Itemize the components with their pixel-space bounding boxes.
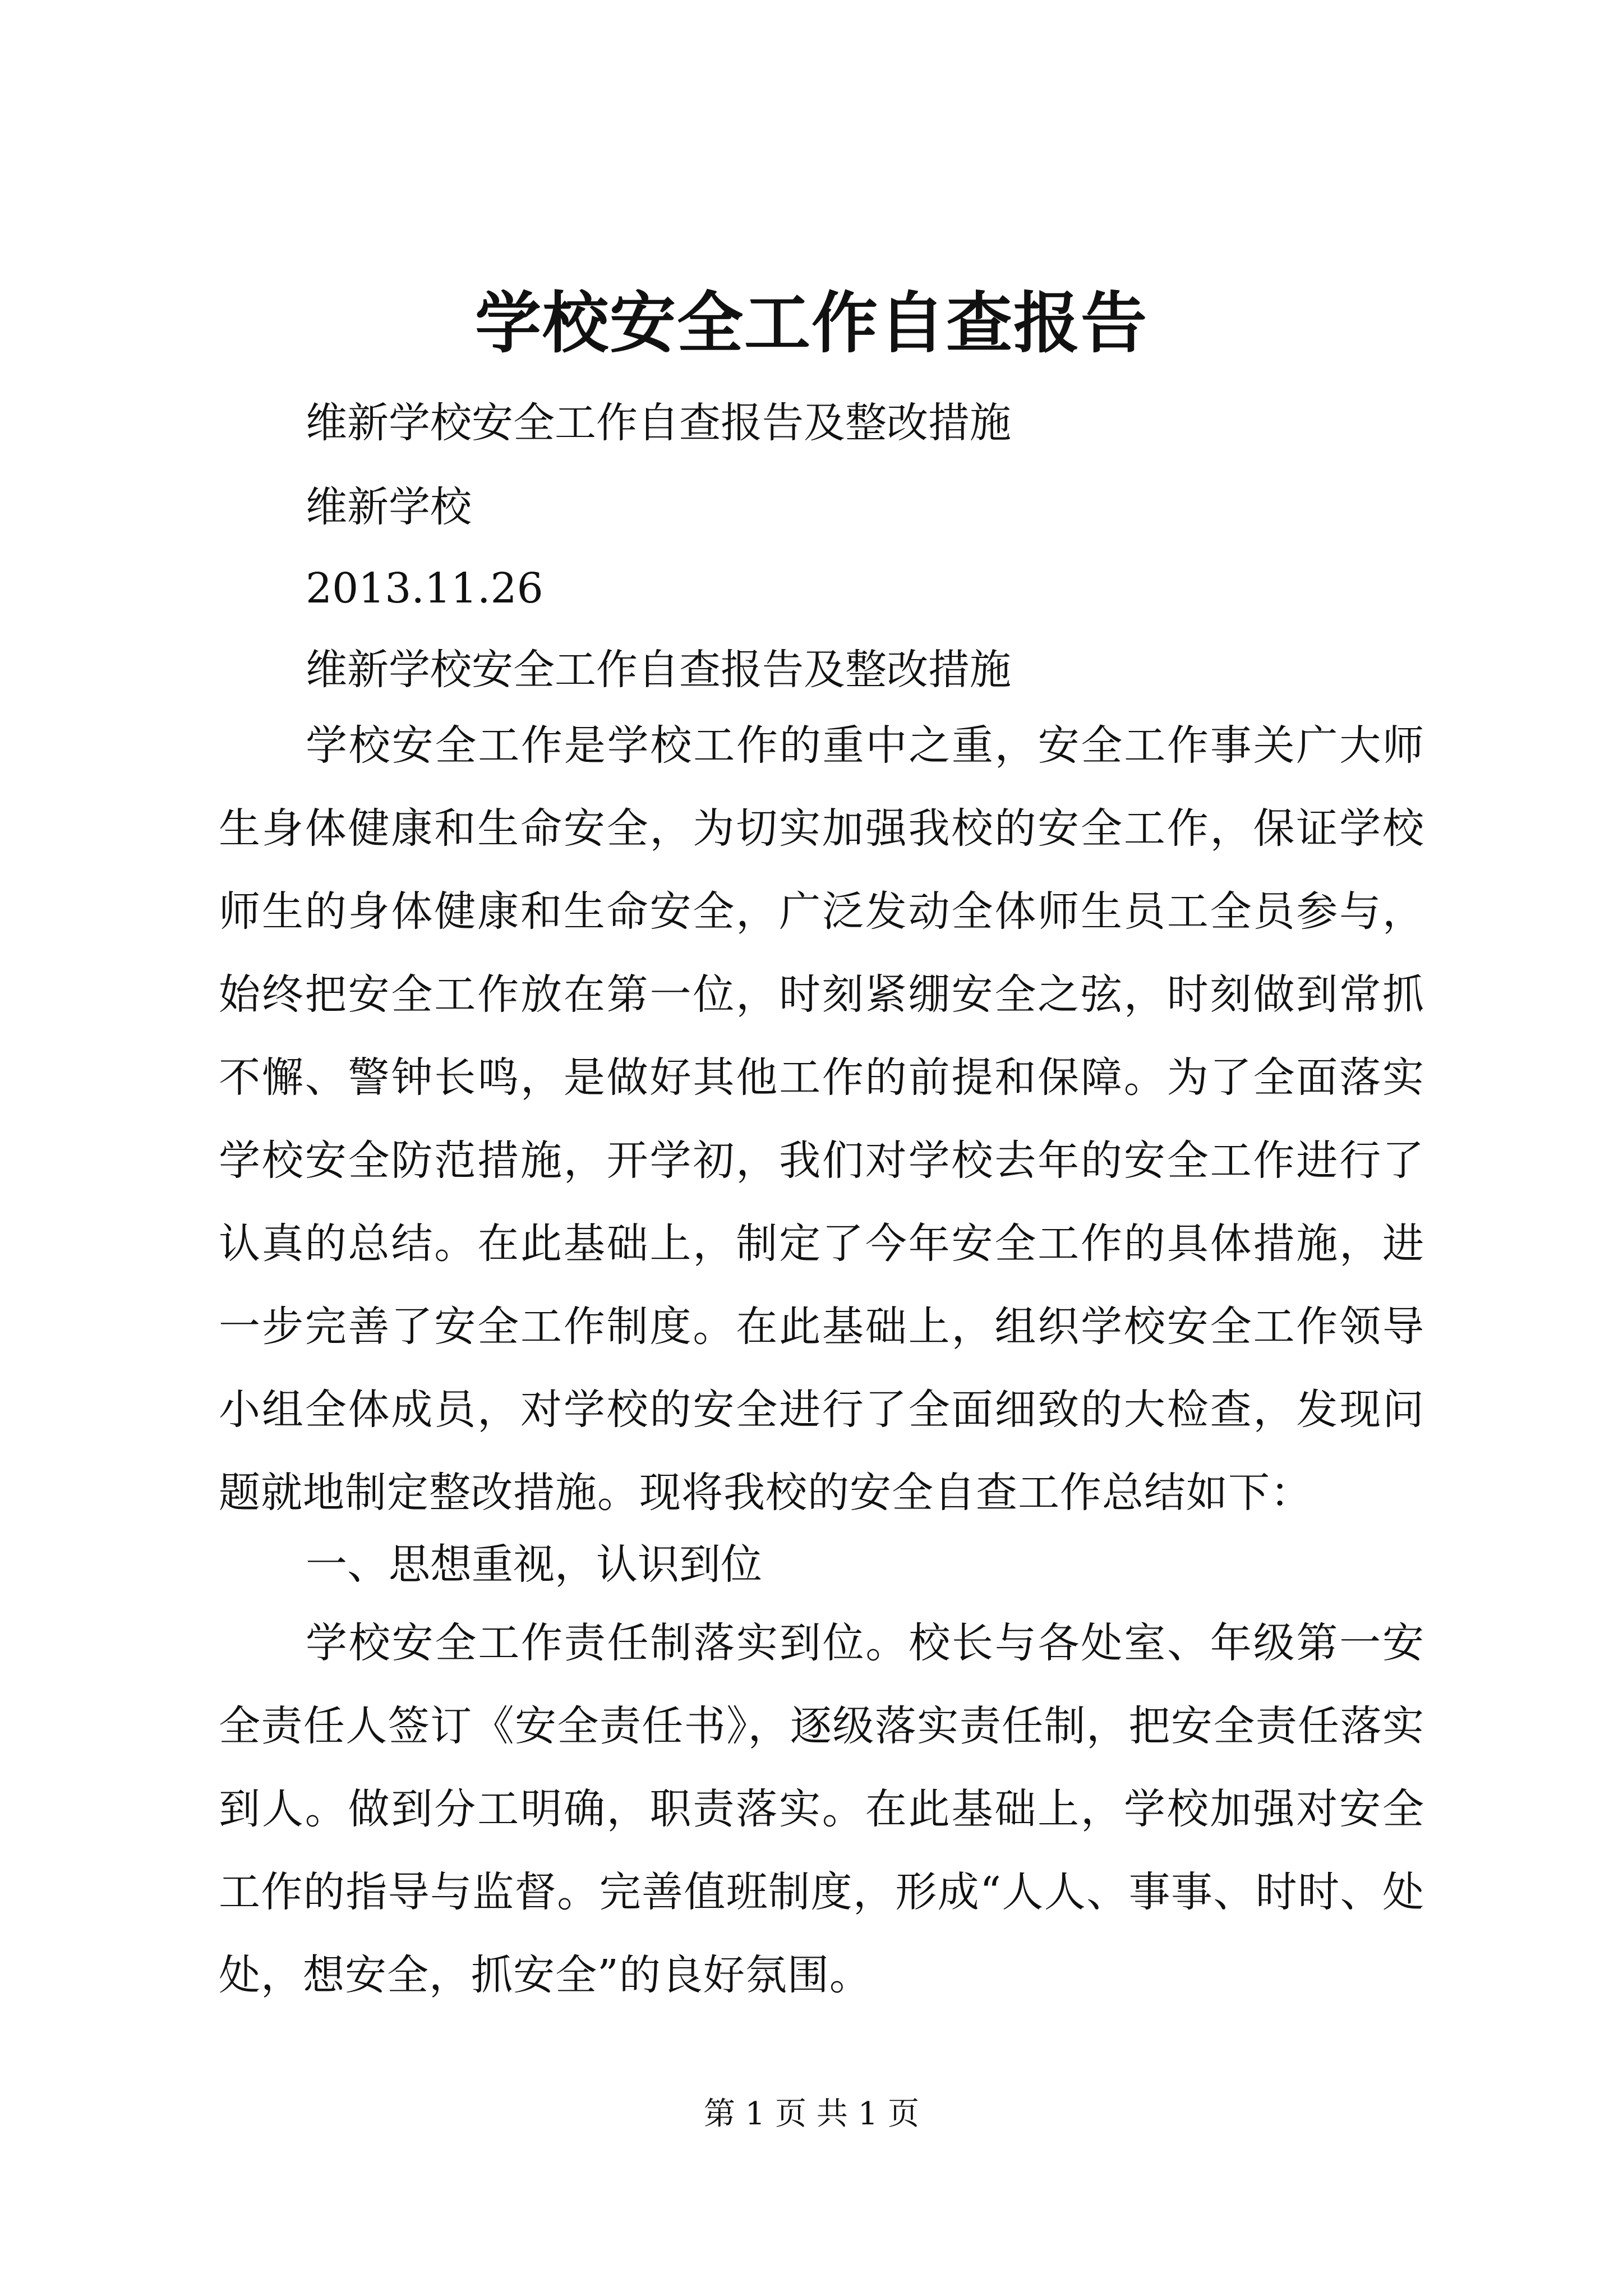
page-footer: 第 1 页 共 1 页 <box>703 2096 920 2132</box>
paragraph-intro: 学校安全工作是学校工作的重中之重，安全工作事关广大师生身体健康和生命安全，为切实加强我校的安全工作，保证学校师生的身体健康和生命安全，广泛发动全体师生员工全员参与，始终把安全工作放在第一位，时刻紧绷安全之弦，时刻做到常抓不懈、警钟长鸣，是做好其他工作的前提和保障。为了全面落实学校安全防范措施，开学初，我们对学校去年的安全工作进行了认真的总结。在此基础上，制定了今年安全工作的具体措施，进一步完善了安全工作制度。在此基础上，组织学校安全工作领导小组全体成员，对学校的安全进行了全面细致的大检查，发现问题就地制定整改措施。现将我校的安全自查工作总结如下： <box>219 721 1424 1517</box>
document-date: 2013.11.26 <box>306 564 543 613</box>
subtitle-line: 维新学校安全工作自查报告及整改措施 <box>306 399 1011 447</box>
school-name: 维新学校 <box>306 483 472 531</box>
section-heading: 一、思想重视，认识到位 <box>306 1540 762 1589</box>
document-title: 学校安全工作自查报告 <box>474 284 1148 362</box>
subtitle-line-repeat: 维新学校安全工作自查报告及整改措施 <box>306 646 1011 694</box>
paragraph-responsibility: 学校安全工作责任制落实到位。校长与各处室、年级第一安全责任人签订《安全责任书》，逐级落实责任制，把安全责任落实到人。做到分工明确，职责落实。在此基础上，学校加强对安全工作的指导与监督。完善值班制度，形成“人人、事事、时时、处处，想安全，抓安全”的良好氛围。 <box>219 1619 1424 1999</box>
